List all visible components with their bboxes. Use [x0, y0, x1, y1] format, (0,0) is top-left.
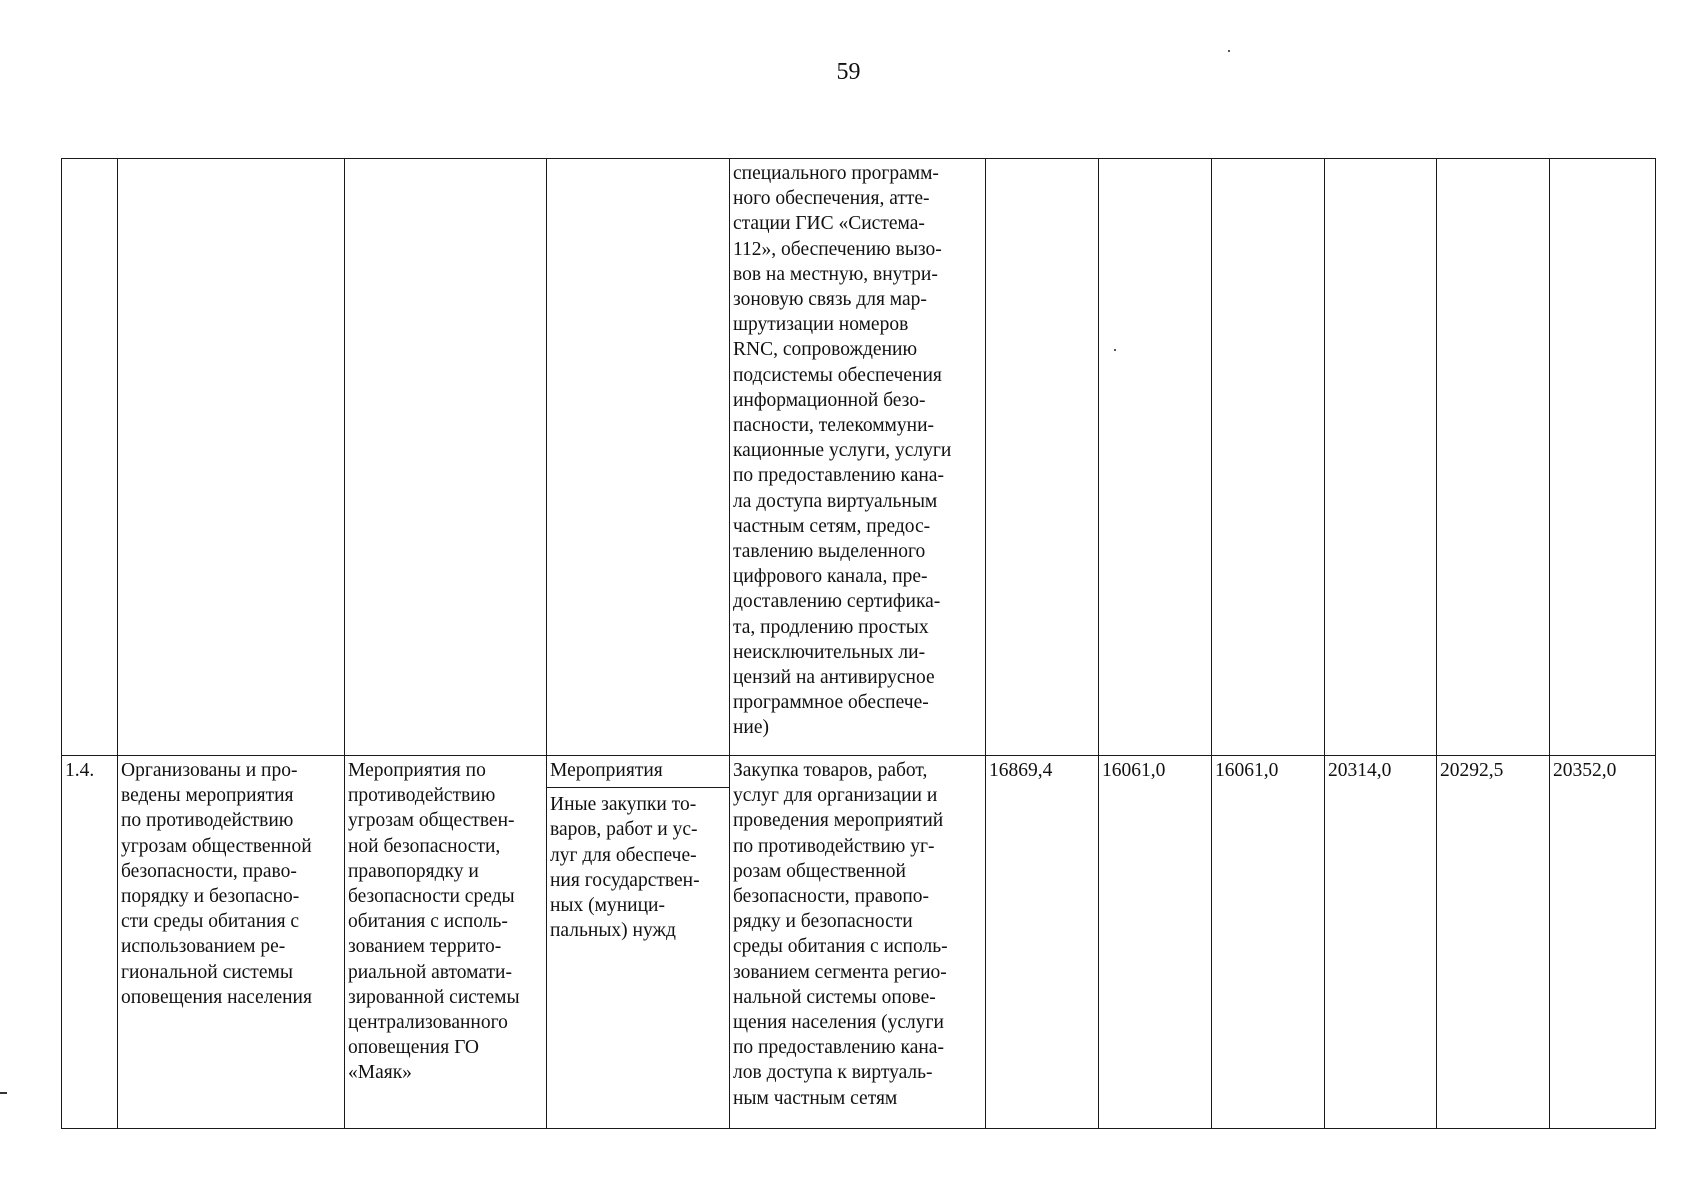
text-line: риальной автомати-	[348, 961, 512, 983]
text-line: пасности, телекоммуни-	[733, 415, 934, 437]
text-line: сти среды обитания с	[121, 911, 300, 933]
text-line: 112», обеспечению вызо-	[733, 238, 942, 260]
scan-margin-mark	[0, 1092, 7, 1094]
text-line: варов, работ и ус-	[550, 819, 698, 841]
cell-number: 1.4.	[62, 756, 118, 1129]
text-line: щения населения (услуги	[733, 1012, 944, 1034]
budget-table	[61, 158, 1656, 1129]
cell-event	[345, 756, 547, 1129]
text-line: использованием ре-	[121, 936, 286, 958]
scan-speck	[1228, 50, 1230, 52]
cell-result	[118, 159, 345, 756]
text-line: среды обитания с исполь-	[733, 936, 948, 958]
text-line: ла доступа виртуальным	[733, 490, 938, 512]
page-number: 59	[836, 59, 861, 85]
text-line: частным сетям, предос-	[733, 515, 931, 537]
text-line: информационной безо-	[733, 389, 926, 411]
cell-type	[547, 159, 730, 756]
text-line: оповещения ГО	[348, 1037, 479, 1059]
text-line: зованием террито-	[348, 936, 502, 958]
text-line: кационные услуги, услуги	[733, 440, 952, 462]
cell-amount-5	[1437, 159, 1550, 756]
text-line: розам общественной	[733, 860, 906, 882]
cell-event	[345, 159, 547, 756]
type-label: Мероприятия	[547, 758, 729, 788]
text-line: специального программ-	[733, 163, 939, 184]
text-line: ния государствен-	[550, 869, 700, 891]
cell-amount-4	[1325, 159, 1437, 756]
text-line: зованием сегмента регио-	[733, 961, 947, 983]
cell-amount-5: 20292,5	[1437, 756, 1550, 1129]
text-line: доставлению сертифика-	[733, 591, 941, 613]
table-row-continued	[62, 159, 1656, 756]
cell-amount-3	[1212, 159, 1325, 756]
text-line: правопорядку и	[348, 860, 479, 882]
text-line: угрозам обществен-	[348, 810, 515, 832]
cell-amount-1: 16869,4	[986, 756, 1099, 1129]
text-line: RNC, сопровождению	[733, 339, 918, 361]
cell-number	[62, 159, 118, 756]
text-line: по противодействию	[121, 810, 294, 832]
cell-type	[547, 756, 730, 1129]
text-line: цифрового канала, пре-	[733, 566, 928, 588]
text-line: вов на местную, внутри-	[733, 263, 938, 285]
text-line: централизованного	[348, 1012, 508, 1034]
cell-amount-2: 16061,0	[1099, 756, 1212, 1129]
text-line: зированной системы	[348, 986, 520, 1008]
text-line: безопасности, право-	[121, 860, 297, 882]
text-line: Закупка товаров, работ,	[733, 760, 928, 781]
text-line: цензий на антивирусное	[733, 667, 935, 689]
text-line: тавлению выделенного	[733, 541, 926, 563]
type-description	[550, 788, 727, 943]
cell-result	[118, 756, 345, 1129]
text-line: обитания с исполь-	[348, 911, 508, 933]
scan-speck	[1114, 349, 1116, 351]
table-row-1-4	[62, 756, 1656, 1129]
text-line: услуг для организации и	[733, 785, 938, 807]
text-line: по предоставлению кана-	[733, 1037, 944, 1059]
text-line: стации ГИС «Система-	[733, 213, 925, 235]
text-line: Мероприятия по	[348, 760, 486, 781]
text-line: безопасности среды	[348, 886, 515, 908]
text-line: ных (муници-	[550, 895, 665, 917]
cell-amount-6: 20352,0	[1550, 756, 1656, 1129]
text-line: проведения мероприятий	[733, 810, 944, 832]
text-line: подсистемы обеспечения	[733, 364, 942, 386]
cell-amount-1	[986, 159, 1099, 756]
cell-purchase-continued	[730, 159, 986, 756]
text-line: Организованы и про-	[121, 760, 298, 781]
text-line: неисключительных ли-	[733, 641, 926, 663]
text-line: по предоставлению кана-	[733, 465, 944, 487]
text-line: оповещения населения	[121, 986, 312, 1008]
text-line: зоновую связь для мар-	[733, 289, 927, 311]
text-line: луг для обеспече-	[550, 844, 697, 866]
text-line: по противодействию уг-	[733, 835, 935, 857]
text-line: гиональной системы	[121, 961, 293, 983]
text-line: Иные закупки то-	[550, 794, 697, 816]
cell-amount-3: 16061,0	[1212, 756, 1325, 1129]
text-line: программное обеспече-	[733, 692, 929, 714]
text-line: та, продлению простых	[733, 616, 929, 638]
text-line: рядку и безопасности	[733, 911, 913, 933]
text-line: нальной системы опове-	[733, 986, 936, 1008]
text-line: ного обеспечения, атте-	[733, 188, 930, 210]
text-line: ным частным сетям	[733, 1087, 898, 1109]
text-line: ние)	[733, 717, 770, 739]
cell-amount-6	[1550, 159, 1656, 756]
text-line: порядку и безопасно-	[121, 886, 300, 908]
cell-amount-2	[1099, 159, 1212, 756]
cell-purchase	[730, 756, 986, 1129]
text-line: угрозам общественной	[121, 835, 312, 857]
text-line: пальных) нужд	[550, 920, 676, 942]
text-line: шрутизации номеров	[733, 314, 909, 336]
text-line: противодействию	[348, 785, 496, 807]
text-line: «Маяк»	[348, 1062, 412, 1084]
text-line: лов доступа к виртуаль-	[733, 1062, 933, 1084]
text-line: безопасности, правопо-	[733, 886, 930, 908]
text-line: ной безопасности,	[348, 835, 501, 857]
cell-amount-4: 20314,0	[1325, 756, 1437, 1129]
text-line: ведены мероприятия	[121, 785, 294, 807]
